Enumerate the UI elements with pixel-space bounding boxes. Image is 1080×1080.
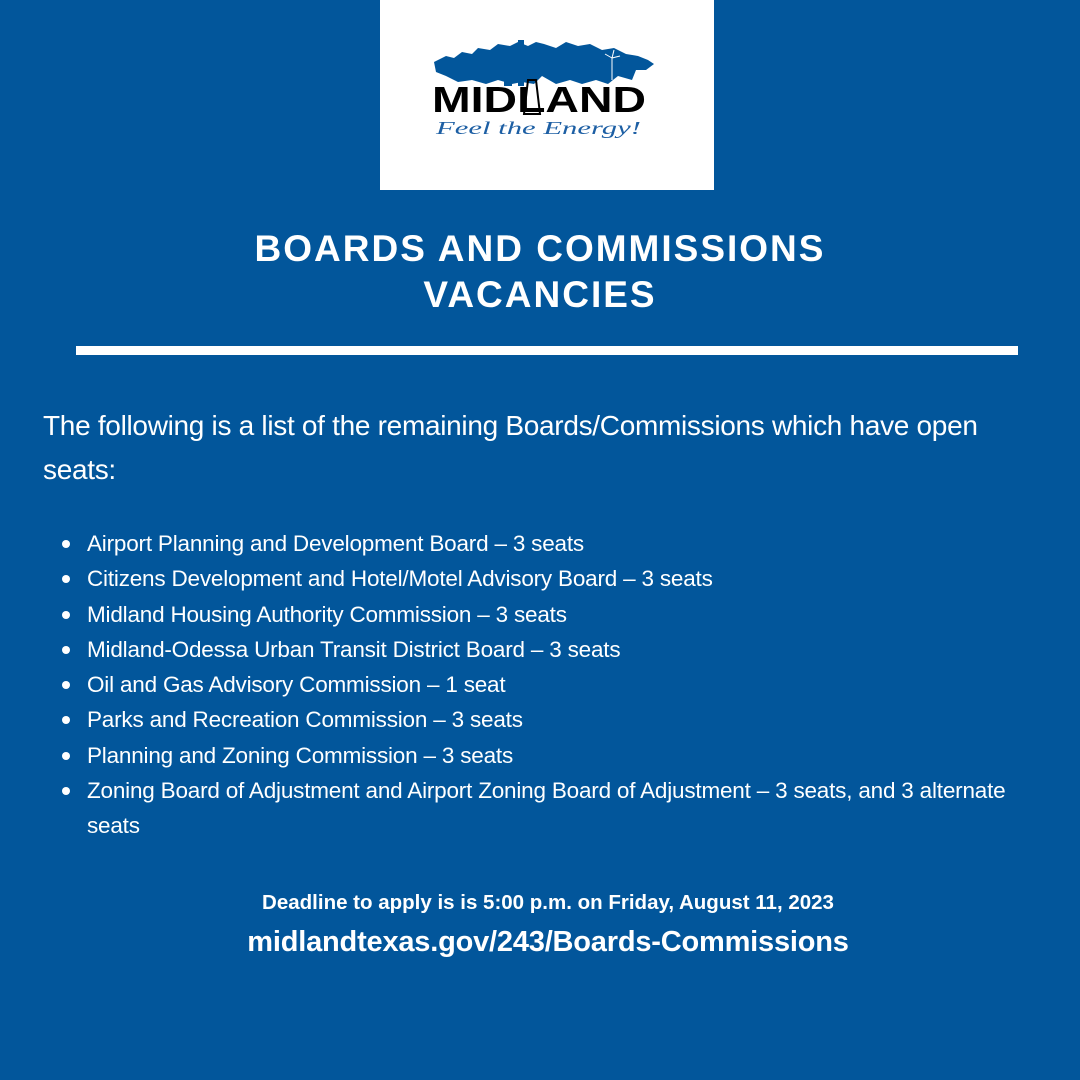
bullet-icon <box>62 611 70 619</box>
intro-text: The following is a list of the remaining Boards/Commissions which have open seats: <box>43 410 978 485</box>
midland-logo <box>432 40 662 150</box>
list-item: Midland Housing Authority Commission – 3 seats <box>58 597 1018 632</box>
bullet-icon <box>62 540 70 548</box>
bullet-icon <box>62 646 70 654</box>
page-title <box>0 226 1080 318</box>
divider <box>76 346 1018 355</box>
skyline-icon <box>434 42 654 84</box>
list-item: Midland-Odessa Urban Transit District Board – 3 seats <box>58 632 1018 667</box>
list-item: Oil and Gas Advisory Commission – 1 seat <box>58 667 1018 702</box>
vacancy-list <box>58 526 1018 844</box>
title-line-2: VACANCIES <box>423 274 657 315</box>
title-line-1: BOARDS AND COMMISSIONS <box>254 228 826 269</box>
bullet-icon <box>62 575 70 583</box>
list-item: Planning and Zoning Commission – 3 seats <box>58 738 1018 773</box>
bullet-icon <box>62 716 70 724</box>
list-item: Airport Planning and Development Board – 3 seats <box>58 526 1018 561</box>
svg-text:Feel the Energy!: Feel the Energy! <box>434 118 641 138</box>
list-item: Parks and Recreation Commission – 3 seats <box>58 702 1018 737</box>
list-item: Citizens Development and Hotel/Motel Advisory Board – 3 seats <box>58 561 1018 596</box>
logo-panel <box>380 0 714 190</box>
bullet-icon <box>62 787 70 795</box>
deadline-text: Deadline to apply is is 5:00 p.m. on Friday, August 11, 2023 <box>262 891 834 914</box>
bullet-icon <box>62 681 70 689</box>
svg-text:MIDLAND: MIDLAND <box>432 79 646 120</box>
bullet-icon <box>62 752 70 760</box>
list-item: Zoning Board of Adjustment and Airport Zoning Board of Adjustment – 3 seats, and 3 alternate seats <box>58 773 1018 844</box>
website-link[interactable]: midlandtexas.gov/243/Boards-Commissions <box>247 926 849 958</box>
